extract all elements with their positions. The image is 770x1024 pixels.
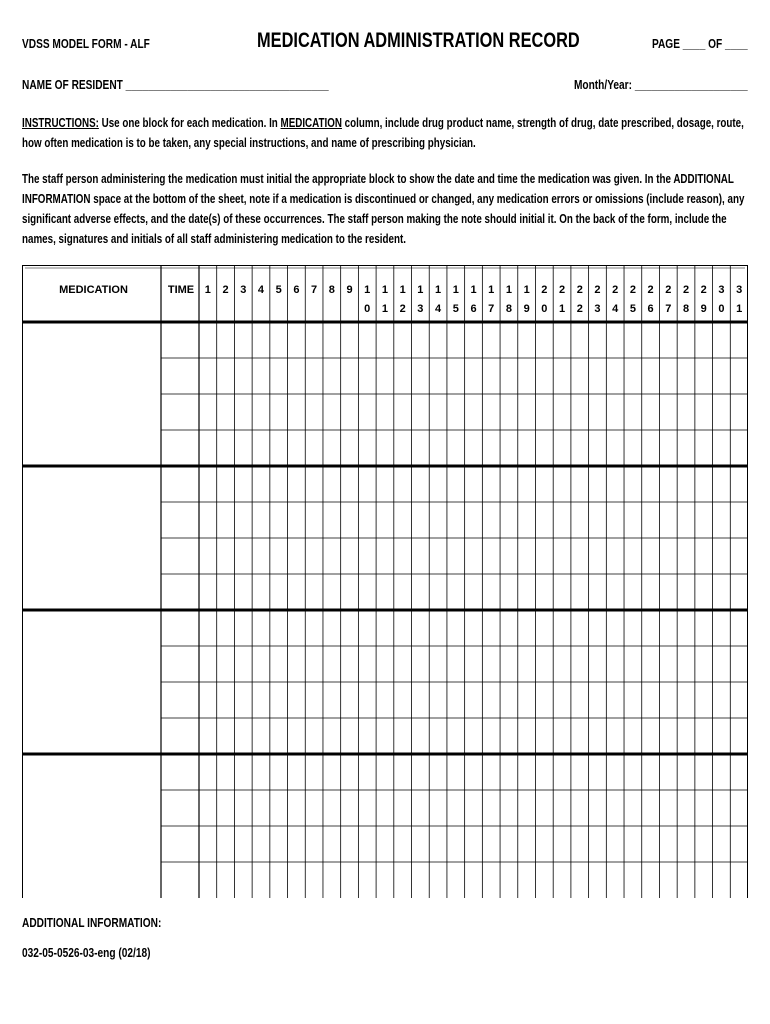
form-number: 032-05-0526-03-eng (02/18): [22, 945, 151, 960]
day-header-10-ones: 0: [364, 303, 371, 315]
staff-note-paragraph: The staff person administering the medication must initial the appropriate block to show the date and time the medication was given. In the ADDITIONAL INFORMATION space at the bottom of the sheet, note if a medication is discontinued or changed, any medication errors or omissions (include reason), any significant adverse effects, and the date(s) of these occurrences. The staff person making the note should initial it. On the back of the form, include the names, signatures and initials of all staff administering medication to the resident.: [22, 171, 745, 246]
day-header-18-tens: 1: [505, 284, 512, 296]
day-header-27-tens: 2: [665, 284, 672, 296]
day-header-23-ones: 3: [594, 303, 601, 315]
resident-name-field[interactable]: NAME OF RESIDENT ____________________________________: [22, 77, 329, 92]
day-header-28-ones: 8: [682, 303, 690, 315]
day-header-14-ones: 4: [435, 303, 442, 315]
day-header-31-tens: 3: [736, 284, 743, 296]
day-header-11-ones: 1: [381, 303, 389, 315]
day-header-21-tens: 2: [558, 284, 566, 296]
day-header-30-ones: 0: [718, 303, 725, 315]
medication-column-header: MEDICATION: [59, 284, 128, 296]
day-header-18-ones: 8: [505, 303, 512, 315]
day-header-8: 8: [328, 284, 335, 296]
day-header-19-ones: 9: [523, 303, 530, 315]
day-header-7: 7: [311, 284, 318, 296]
day-header-10-tens: 1: [364, 284, 371, 296]
medication-keyword: MEDICATION: [280, 115, 342, 130]
day-header-17-tens: 1: [488, 284, 495, 296]
day-header-3: 3: [240, 284, 247, 296]
day-header-4: 4: [257, 284, 265, 296]
day-header-20-tens: 2: [541, 284, 548, 296]
day-header-23-tens: 2: [594, 284, 601, 296]
day-header-5: 5: [275, 284, 282, 296]
day-header-29-ones: 9: [700, 303, 707, 315]
page-title: MEDICATION ADMINISTRATION RECORD: [257, 29, 580, 52]
day-header-14-tens: 1: [435, 284, 442, 296]
day-header-1: 1: [204, 284, 211, 296]
instructions-paragraph: [22, 113, 747, 153]
instructions-label: INSTRUCTIONS:: [22, 115, 99, 130]
day-header-21-ones: 1: [558, 303, 566, 315]
day-header-13-tens: 1: [417, 284, 424, 296]
time-column-header: TIME: [167, 284, 195, 296]
day-header-27-ones: 7: [665, 303, 672, 315]
page-number-field[interactable]: PAGE ____ OF ____: [652, 36, 748, 51]
day-header-15-ones: 5: [452, 303, 459, 315]
day-header-24-tens: 2: [612, 284, 619, 296]
instructions-text-start: Use one block for each medication. In: [98, 115, 281, 130]
additional-information-label: ADDITIONAL INFORMATION:: [22, 915, 162, 930]
day-header-11-tens: 1: [381, 284, 389, 296]
day-header-13-ones: 3: [417, 303, 424, 315]
day-header-17-ones: 7: [488, 303, 495, 315]
medication-grid: [22, 265, 748, 905]
day-header-22-ones: 2: [576, 303, 583, 315]
day-header-12-tens: 1: [399, 284, 406, 296]
form-id: VDSS MODEL FORM - ALF: [22, 36, 150, 51]
day-header-28-tens: 2: [682, 284, 690, 296]
day-header-26-ones: 6: [647, 303, 654, 315]
day-header-31-ones: 1: [736, 303, 743, 315]
day-header-26-tens: 2: [647, 284, 654, 296]
instructions-text-end: column, include drug product name, strength of drug, date prescribed, dosage, route, how often medication is to be taken, any special instructions, and name of prescribing physician.: [22, 115, 744, 150]
day-header-12-ones: 2: [399, 303, 406, 315]
day-header-24-ones: 4: [612, 303, 619, 315]
day-header-20-ones: 0: [541, 303, 548, 315]
day-header-16-ones: 6: [470, 303, 477, 315]
day-header-30-tens: 3: [718, 284, 725, 296]
day-header-15-tens: 1: [452, 284, 459, 296]
day-header-25-tens: 2: [629, 284, 636, 296]
day-header-9: 9: [346, 284, 353, 296]
day-header-16-tens: 1: [470, 284, 477, 296]
day-header-29-tens: 2: [700, 284, 707, 296]
day-header-2: 2: [222, 284, 229, 296]
day-header-25-ones: 5: [629, 303, 636, 315]
month-year-field[interactable]: Month/Year: ____________________: [574, 77, 748, 92]
day-header-6: 6: [293, 284, 300, 296]
day-header-19-tens: 1: [523, 284, 530, 296]
day-header-22-tens: 2: [576, 284, 583, 296]
